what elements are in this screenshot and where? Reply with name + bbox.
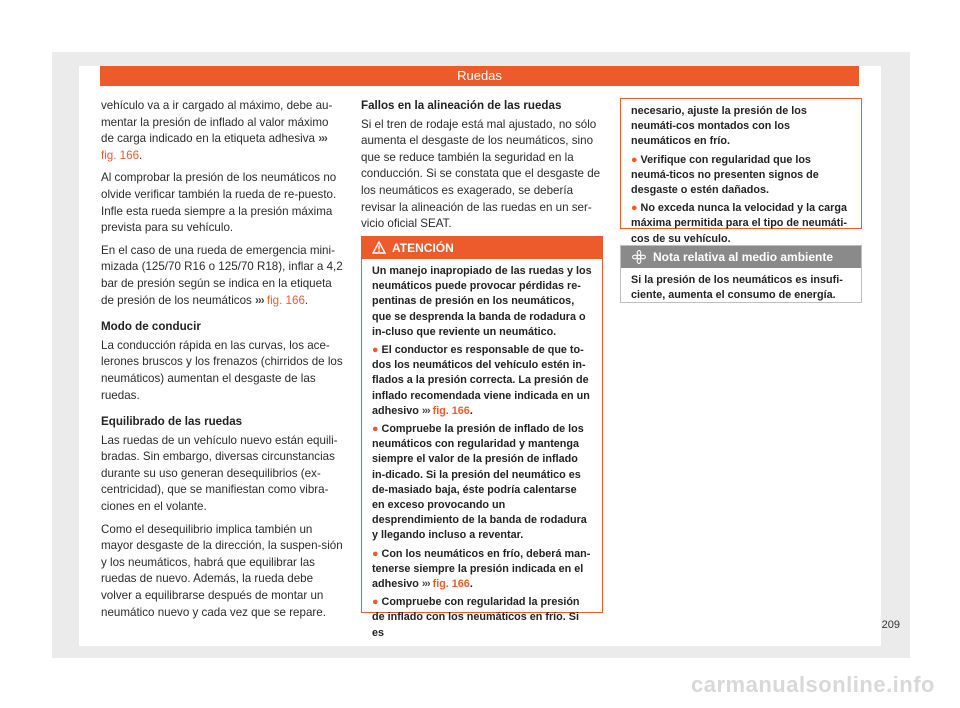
reference-arrows: ››› <box>421 404 430 417</box>
environment-note-text: Si la presión de los neumáticos es insufi-ciente, aumenta el consumo de energía. <box>631 274 843 302</box>
paragraph: La conducción rápida en las curvas, los ace-lerones bruscos y los frenazos (chirridos de los neumáticos) aumentan el desgaste de las ruedas. <box>101 338 343 402</box>
bullet-dot-icon: ● <box>372 596 379 609</box>
section-header: Ruedas <box>100 66 859 86</box>
warning-bullet: ● El conductor es responsable de que to-dos los neumáticos del vehículo estén in-flados a la presión correcta. La presión de inflado recomendada viene indicada en un adhesivo ››› fig. 166. <box>372 344 590 417</box>
subheading-fallos: Fallos en la alineación de las ruedas <box>361 99 562 112</box>
reference-arrows: ››› <box>318 132 327 146</box>
environment-note-box <box>620 245 862 303</box>
subheading-modo: Modo de conducir <box>101 320 201 334</box>
column-middle <box>361 98 601 239</box>
figure-link[interactable]: fig. 166 <box>266 293 305 307</box>
warning-header <box>362 237 602 259</box>
warning-continuation-box <box>620 98 862 245</box>
bullet-dot-icon: ● <box>631 153 638 166</box>
warning-bullet: ● Verifique con regularidad que los neumá-ticos no presenten signos de desgaste o estén dañados. <box>631 153 819 197</box>
bullet-dot-icon: ● <box>372 423 379 436</box>
paragraph: Al comprobar la presión de los neumáticos no olvide verificar también la rueda de re-puesto. Infle esta rueda siempre a la presión máxima prevista para su vehículo. <box>101 171 337 235</box>
paragraph: En el caso de una rueda de emergencia mini-mizada (125/70 R16 o 125/70 R18), inflar a 4,2 bar de presión según se indica en la etiqueta de presión de los neumáticos ››› fig. 166. <box>101 243 343 307</box>
warning-intro: Un manejo inapropiado de las ruedas y los neumáticos puede provocar pérdidas re-pentinas de presión en los neumáticos, que se desprenda la banda de rodadura o in-cluso que reviente un neumático. <box>372 265 592 338</box>
warning-bullet: ● Compruebe con regularidad la presión de inflado con los neumáticos en frío. Si es <box>372 596 580 639</box>
warning-bullet: ● Compruebe la presión de inflado de los neumáticos con regularidad y mantenga siempre el valor de la presión de inflado in-dicado. Si la presión del neumático es de-masiado baja, éste podría calentarse en exceso provocando un desprendimiento de la banda de rodadura y llegando incluso a reventar. <box>372 423 587 542</box>
warning-bullet: ● Con los neumáticos en frío, deberá man-tenerse siempre la presión indicada en el adhesivo ››› fig. 166. <box>372 547 591 591</box>
figure-link[interactable]: fig. 166 <box>432 578 470 591</box>
watermark: carmanualsonline.info <box>691 672 935 697</box>
paragraph: Las ruedas de un vehículo nuevo están equili-bradas. Sin embargo, diversas circunstancias durante su uso generan desequilibrios (ex-centricidad), que se manifiestan como vibra-ciones en el volante. <box>101 433 338 514</box>
warning-bullet: ● No exceda nunca la velocidad y la carga máxima permitida para el tipo de neumáti-cos de su vehículo. <box>631 202 847 245</box>
figure-link[interactable]: fig. 166 <box>432 404 470 417</box>
reference-arrows: ››› <box>421 578 430 591</box>
subheading-equilibrado: Equilibrado de las ruedas <box>101 415 243 429</box>
page-number: 209 <box>881 619 900 631</box>
paragraph: Como el desequilibrio implica también un mayor desgaste de la dirección, la suspen-sión y los neumáticos, habrá que equilibrar las ruedas de nuevo. Además, la rueda debe volver a equilibrarse después de montar un neumático nuevo y cada vez que se repare. <box>101 522 343 619</box>
warning-body <box>362 259 602 649</box>
figure-link[interactable]: fig. 166 <box>101 148 140 162</box>
bullet-dot-icon: ● <box>372 547 379 560</box>
warning-triangle-icon <box>372 241 386 254</box>
bullet-dot-icon: ● <box>631 202 638 215</box>
environment-note-header <box>621 246 861 268</box>
column-left <box>101 98 343 627</box>
environment-note-title: Nota relativa al medio ambiente <box>653 250 834 264</box>
leaf-icon <box>632 250 646 264</box>
warning-continuation-text: necesario, ajuste la presión de los neumáti-cos montados con los neumáticos en frío. <box>631 105 807 148</box>
warning-title: ATENCIÓN <box>392 241 454 255</box>
bullet-dot-icon: ● <box>372 344 379 357</box>
reference-arrows: ››› <box>255 293 264 307</box>
paragraph: Si el tren de rodaje está mal ajustado, no sólo aumenta el desgaste de los neumáticos, sino que se reduce también la seguridad en la conducción. Si se constata que el desgaste de los neumáticos es exagerado, se debería revisar la alineación de las ruedas en un ser-vicio oficial SEAT. <box>361 117 601 231</box>
paragraph: vehículo va a ir cargado al máximo, debe au-mentar la presión de inflado al valor máximo de carga indicado en la etiqueta adhesiva ››› fig. 166. <box>101 99 333 162</box>
warning-box <box>361 236 603 639</box>
warning-continuation-body <box>621 99 861 255</box>
